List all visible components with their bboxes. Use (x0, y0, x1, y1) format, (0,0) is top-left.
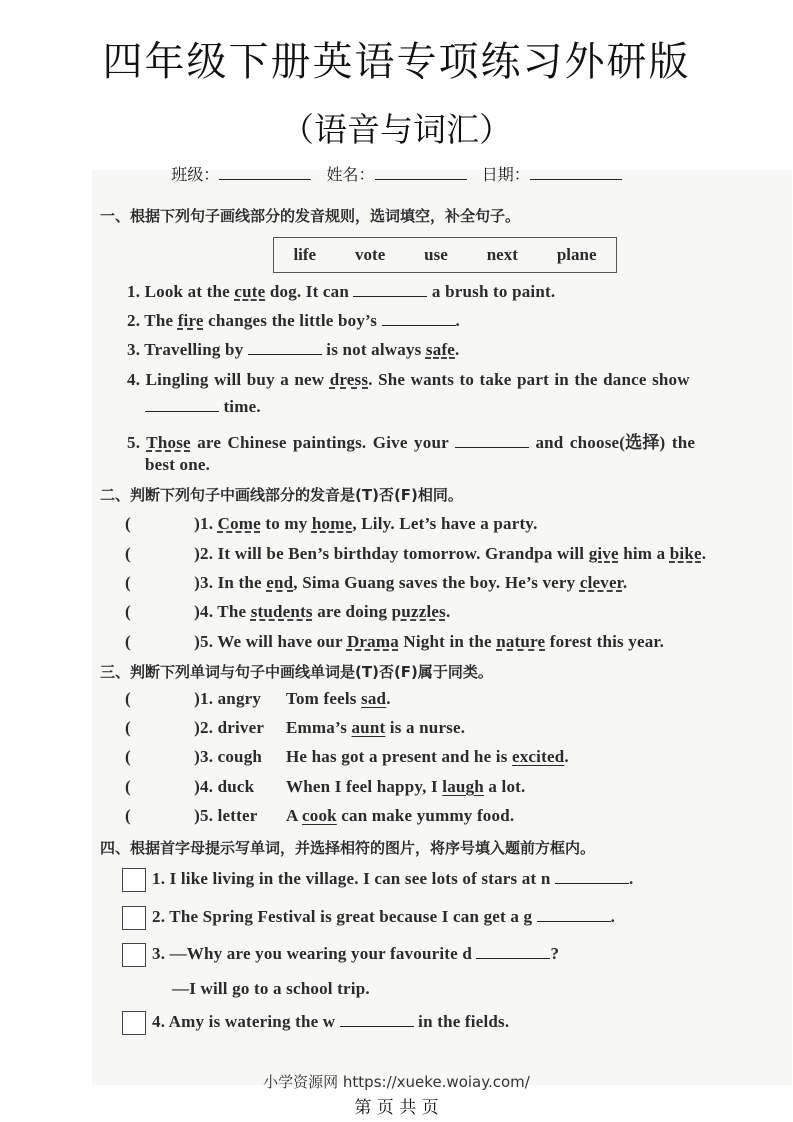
text-segment: 2. The (127, 311, 178, 330)
text-segment: 2. It will be Ben’s birthday tomorrow. Grandpa will (200, 544, 589, 563)
section-2-heading: 二、判断下列句子中画线部分的发音是(T)否(F)相同。 (100, 486, 463, 504)
underlined-word: aunt (351, 718, 386, 737)
text-segment: is a nurse. (385, 718, 466, 737)
text-segment: 1. Look at the (127, 282, 235, 301)
question-line (127, 282, 555, 302)
answer-parentheses[interactable]: ( ) (125, 573, 200, 592)
question-line (125, 573, 627, 593)
text-segment: . (445, 602, 451, 621)
answer-parentheses[interactable]: ( ) (125, 544, 200, 563)
text-segment: . (701, 544, 707, 563)
fill-blank[interactable] (455, 433, 529, 448)
answer-parentheses[interactable]: ( ) (125, 806, 200, 825)
underlined-word: sad (361, 689, 387, 708)
answer-parentheses[interactable]: ( ) (125, 602, 200, 621)
class-label: 班级： (171, 165, 220, 184)
name-field[interactable] (375, 165, 467, 180)
text-segment: changes the little boy’s (203, 311, 382, 330)
class-field[interactable] (219, 165, 311, 180)
text-segment: . (610, 906, 616, 926)
question-line (127, 340, 460, 360)
underlined-sound: fire (177, 311, 204, 330)
question-line (122, 906, 615, 930)
text-segment: Tom feels (286, 689, 362, 708)
underlined-sound: cute (234, 282, 266, 301)
text-segment: 5. We will have our (200, 632, 347, 651)
text-segment: in the fields. (413, 1011, 510, 1031)
text-segment: time. (219, 397, 261, 416)
underlined-sound: Those (146, 433, 191, 452)
text-segment: forest this year. (545, 632, 665, 651)
text-segment: . She wants to take part in the dance show (368, 370, 690, 389)
question-line (125, 689, 391, 709)
text-segment: . (455, 340, 460, 359)
question-line (125, 602, 450, 622)
answer-box[interactable] (122, 1011, 146, 1035)
question-line (127, 370, 690, 390)
question-line (127, 311, 460, 331)
answer-parentheses[interactable]: ( ) (125, 718, 200, 737)
question-line (125, 544, 706, 564)
text-segment: 5. (127, 433, 147, 452)
answer-parentheses[interactable]: ( ) (125, 632, 200, 651)
fill-blank[interactable] (145, 397, 219, 412)
fill-blank[interactable] (382, 311, 456, 326)
text-segment: . (628, 868, 634, 888)
text-segment: . (564, 747, 569, 766)
question-line (172, 979, 370, 999)
text-segment: can make yummy food. (336, 806, 515, 825)
question-line (125, 514, 538, 534)
answer-parentheses[interactable]: ( ) (125, 747, 200, 766)
date-label: 日期： (481, 165, 530, 184)
text-segment: , Lily. Let’s have a party. (352, 514, 538, 533)
text-segment: him a (618, 544, 670, 563)
text-segment: 4. Amy is watering the w (152, 1011, 340, 1031)
text-segment: He has got a present and he is (286, 747, 512, 766)
text-segment: —I will go to a school trip. (172, 979, 370, 998)
text-segment: ? (550, 943, 560, 963)
category-word: 4. duck (200, 777, 255, 796)
answer-parentheses[interactable]: ( ) (125, 514, 200, 533)
underlined-sound: end (266, 573, 294, 592)
section-3-heading: 三、判断下列单词与句子中画线单词是(T)否(F)属于同类。 (100, 663, 493, 681)
fill-blank[interactable] (248, 340, 322, 355)
fill-blank[interactable] (555, 869, 629, 884)
text-segment: dog. It can (265, 282, 354, 301)
footer-site: 小学资源网 https://xueke.woiay.com/ (263, 1073, 530, 1091)
text-segment: 2. The Spring Festival is great because I can get a g (152, 906, 537, 926)
text-segment: A (286, 806, 302, 825)
word-bank-item: next (486, 245, 518, 264)
text-segment: 1. (200, 514, 218, 533)
text-segment: to my (260, 514, 312, 533)
underlined-sound: Come (217, 514, 261, 533)
question-line (145, 455, 210, 475)
word-bank (273, 237, 617, 273)
footer-page: 第 页 共 页 (354, 1098, 439, 1118)
question-line (125, 777, 525, 797)
text-segment: and choose(选择) the (529, 433, 696, 452)
text-segment: Night in the (398, 632, 497, 651)
question-line (125, 747, 569, 767)
underlined-sound: bike (669, 544, 702, 563)
text-segment: best one. (145, 455, 211, 474)
text-segment: a lot. (483, 777, 526, 796)
fill-blank[interactable] (476, 944, 550, 959)
text-segment: 3. In the (200, 573, 267, 592)
text-segment: are doing (312, 602, 392, 621)
answer-box[interactable] (122, 868, 146, 892)
text-segment: . (386, 689, 391, 708)
word-bank-item: life (293, 245, 317, 264)
category-word: 5. letter (200, 806, 258, 825)
text-segment: 4. Lingling will buy a new (127, 370, 330, 389)
question-line (125, 632, 664, 652)
section-1-heading: 一、根据下列句子画线部分的发音规则，选词填空，补全句子。 (100, 207, 521, 225)
underlined-sound: dress (329, 370, 369, 389)
underlined-sound: puzzles (391, 602, 446, 621)
page-title: 四年级下册英语专项练习外研版 (102, 39, 691, 85)
text-segment: . (622, 573, 628, 592)
underlined-sound: home (311, 514, 353, 533)
question-line (122, 1011, 509, 1035)
underlined-sound: students (250, 602, 313, 621)
underlined-sound: clever (579, 573, 623, 592)
category-word: 1. angry (200, 689, 262, 708)
word-bank-item: plane (556, 245, 597, 264)
text-segment: 3. Travelling by (127, 340, 248, 359)
underlined-sound: Drama (346, 632, 399, 651)
answer-parentheses[interactable]: ( ) (125, 777, 200, 796)
text-segment: 1. I like living in the village. I can see lots of stars at n (152, 868, 555, 888)
answer-box[interactable] (122, 943, 146, 967)
question-line (122, 868, 633, 892)
question-line (145, 397, 261, 417)
answer-parentheses[interactable]: ( ) (125, 689, 200, 708)
fill-blank[interactable] (353, 282, 427, 297)
text-segment: 4. The (200, 602, 251, 621)
word-bank-item: vote (355, 245, 386, 264)
underlined-word: excited (511, 747, 565, 766)
underlined-sound: give (588, 544, 619, 563)
text-segment: , Sima Guang saves the boy. He’s very (293, 573, 580, 592)
name-label: 姓名： (326, 165, 375, 184)
underlined-word: laugh (442, 777, 484, 796)
category-word: 2. driver (200, 718, 265, 737)
text-segment: is not always (321, 340, 426, 359)
text-segment: Emma’s (286, 718, 352, 737)
word-bank-item: use (424, 245, 448, 264)
question-line (125, 806, 514, 826)
text-segment: When I feel happy, I (286, 777, 443, 796)
question-line (125, 718, 465, 738)
category-word: 3. cough (200, 747, 263, 766)
underlined-sound: safe (425, 340, 456, 359)
text-segment: 3. —Why are you wearing your favourite d (152, 943, 477, 963)
page-subtitle: （语音与词汇） (281, 110, 512, 149)
student-info-line (0, 162, 793, 185)
fill-blank[interactable] (537, 907, 611, 922)
question-line (122, 943, 559, 967)
section-4-heading: 四、根据首字母提示写单词，并选择相符的图片，将序号填入题前方框内。 (100, 839, 596, 857)
answer-box[interactable] (122, 906, 146, 930)
underlined-sound: nature (496, 632, 546, 651)
date-field[interactable] (530, 165, 622, 180)
question-line (127, 428, 695, 453)
text-segment: are Chinese paintings. Give your (190, 433, 455, 452)
fill-blank[interactable] (340, 1012, 414, 1027)
text-segment: a brush to paint. (427, 282, 556, 301)
text-segment: . (455, 311, 460, 330)
underlined-word: cook (302, 806, 337, 825)
